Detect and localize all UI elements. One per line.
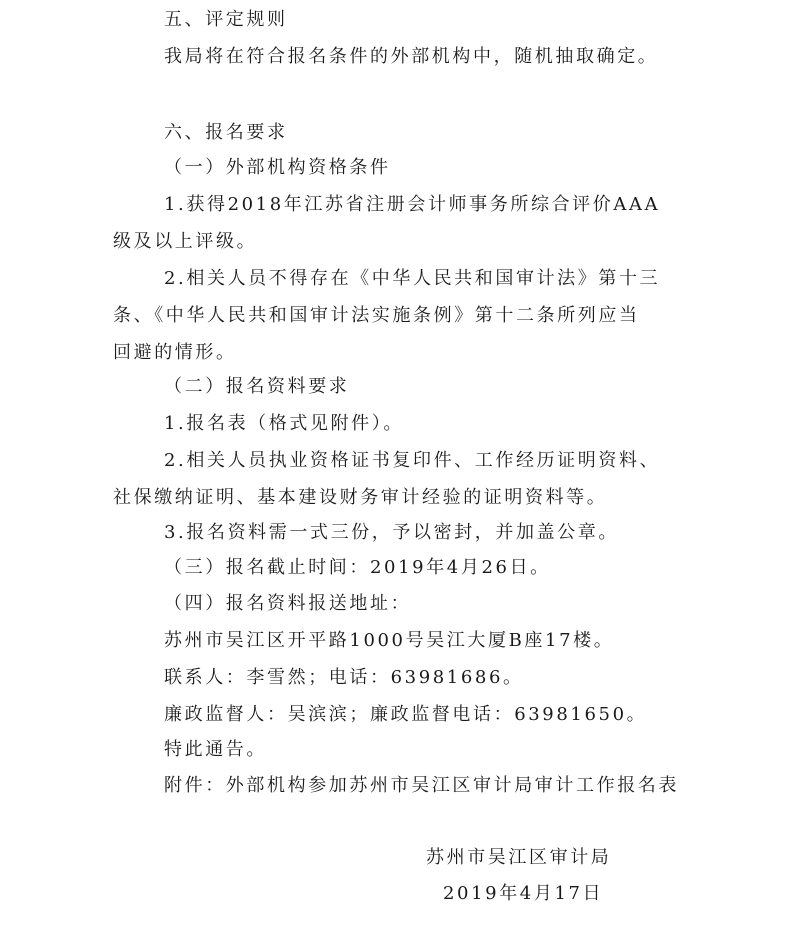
- materials-item-2-line-2: 社保缴纳证明、基本建设财务审计经验的证明资料等。: [113, 487, 608, 508]
- notice-text: 特此通告。: [164, 739, 267, 760]
- section-5-body: 我局将在符合报名条件的外部机构中，随机抽取确定。: [164, 46, 659, 67]
- deadline-text: （三）报名截止时间：2019年4月26日。: [164, 557, 551, 578]
- supervisor-text: 廉政监督人：吴滨滨；廉政监督电话：63981650。: [164, 704, 648, 725]
- qualification-item-2-line-1: 2.相关人员不得存在《中华人民共和国审计法》第十三: [164, 268, 661, 289]
- qualification-item-1-line-2: 级及以上评级。: [113, 231, 258, 252]
- section-6-heading: 六、报名要求: [164, 122, 288, 143]
- contact-text: 联系人：李雪然；电话：63981686。: [164, 667, 524, 688]
- materials-item-3: 3.报名资料需一式三份，予以密封，并加盖公章。: [164, 522, 619, 543]
- signature-date: 2019年4月17日: [443, 883, 604, 904]
- qualification-item-1-line-1: 1.获得2018年江苏省注册会计师事务所综合评价AAA: [164, 194, 661, 215]
- section-5-heading: 五、评定规则: [164, 9, 288, 30]
- materials-item-2-line-1: 2.相关人员执业资格证书复印件、工作经历证明资料、: [164, 450, 661, 471]
- address-text: 苏州市吴江区开平路1000号吴江大厦B座17楼。: [164, 630, 615, 651]
- subsection-1-heading: （一）外部机构资格条件: [164, 157, 391, 178]
- subsection-4-heading: （四）报名资料报送地址：: [164, 593, 412, 614]
- signature-organization: 苏州市吴江区审计局: [426, 847, 612, 868]
- subsection-2-heading: （二）报名资料要求: [164, 376, 350, 397]
- qualification-item-2-line-2: 条、《中华人民共和国审计法实施条例》第十二条所列应当: [113, 305, 640, 326]
- materials-item-1: 1.报名表（格式见附件）。: [164, 413, 404, 434]
- attachment-text: 附件：外部机构参加苏州市吴江区审计局审计工作报名表: [164, 775, 679, 796]
- qualification-item-2-line-3: 回避的情形。: [113, 342, 237, 363]
